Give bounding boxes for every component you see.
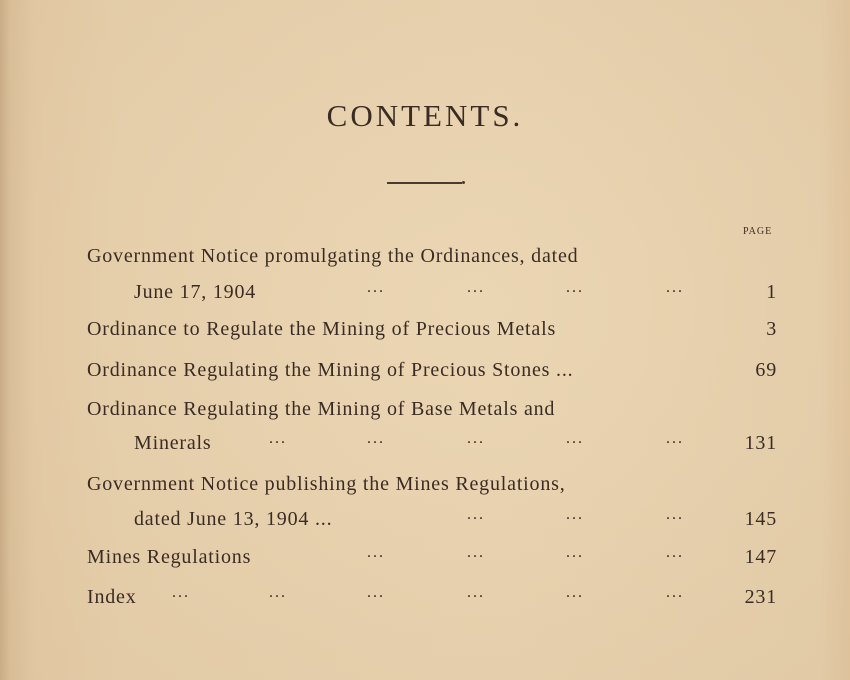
toc-entry-line [0,398,850,432]
toc-entry-title-continued: Minerals [134,432,212,454]
toc-entry-line [0,546,850,580]
toc-entry-line [0,359,850,393]
leader-dot: ... [367,584,385,601]
title-rule-dot [462,181,465,184]
toc-entry-title: Ordinance to Regulate the Mining of Precious Metals [87,318,557,340]
toc-entry-line [0,508,850,542]
leader-dot: ... [666,430,684,447]
leader-dot: ... [566,584,584,601]
toc-page-number: 231 [744,586,777,608]
leader-dot: ... [467,430,485,447]
leader-dot: ... [566,506,584,523]
toc-entry-line [0,432,850,466]
leader-dot: ... [269,584,287,601]
leader-dot: ... [467,279,485,296]
leader-dot: ... [269,430,287,447]
leader-dot: ... [666,506,684,523]
toc-entry-title: Ordinance Regulating the Mining of Base Metals and [87,398,556,420]
toc-page-number: 145 [744,508,777,530]
leader-dot: ... [367,544,385,561]
toc-entry-line [0,473,850,507]
toc-entry-title: Ordinance Regulating the Mining of Precious Stones ... [87,359,574,381]
leader-dot: ... [367,430,385,447]
toc-entry-title-continued: June 17, 1904 [134,281,257,303]
toc-page-number: 147 [744,546,777,568]
leader-dot: ... [666,584,684,601]
leader-dot: ... [566,430,584,447]
toc-entry-title-continued: dated June 13, 1904 ... [134,508,333,530]
leader-dot: ... [467,506,485,523]
toc-entry-title: Government Notice promulgating the Ordinances, dated [87,245,579,267]
toc-entry-line [0,281,850,315]
toc-entry-line [0,586,850,620]
leader-dot: ... [467,584,485,601]
title-rule [387,182,462,184]
toc-entry-title: Mines Regulations [87,546,252,568]
toc-page-number: 69 [755,359,777,381]
toc-page-number: 3 [766,318,777,340]
toc-page-number: 131 [744,432,777,454]
leader-dot: ... [367,279,385,296]
leader-dot: ... [566,279,584,296]
leader-dot: ... [666,279,684,296]
toc-page-number: 1 [766,281,777,303]
leader-dot: ... [666,544,684,561]
toc-entry-title: Government Notice publishing the Mines Regulations, [87,473,566,495]
leader-dot: ... [566,544,584,561]
leader-dot: ... [467,544,485,561]
toc-entry-title: Index [87,586,137,608]
page-title: CONTENTS. [326,98,524,133]
page-column-label: PAGE [743,226,773,237]
toc-entry-line [0,318,850,352]
toc-entry-line [0,245,850,279]
leader-dot: ... [172,584,190,601]
